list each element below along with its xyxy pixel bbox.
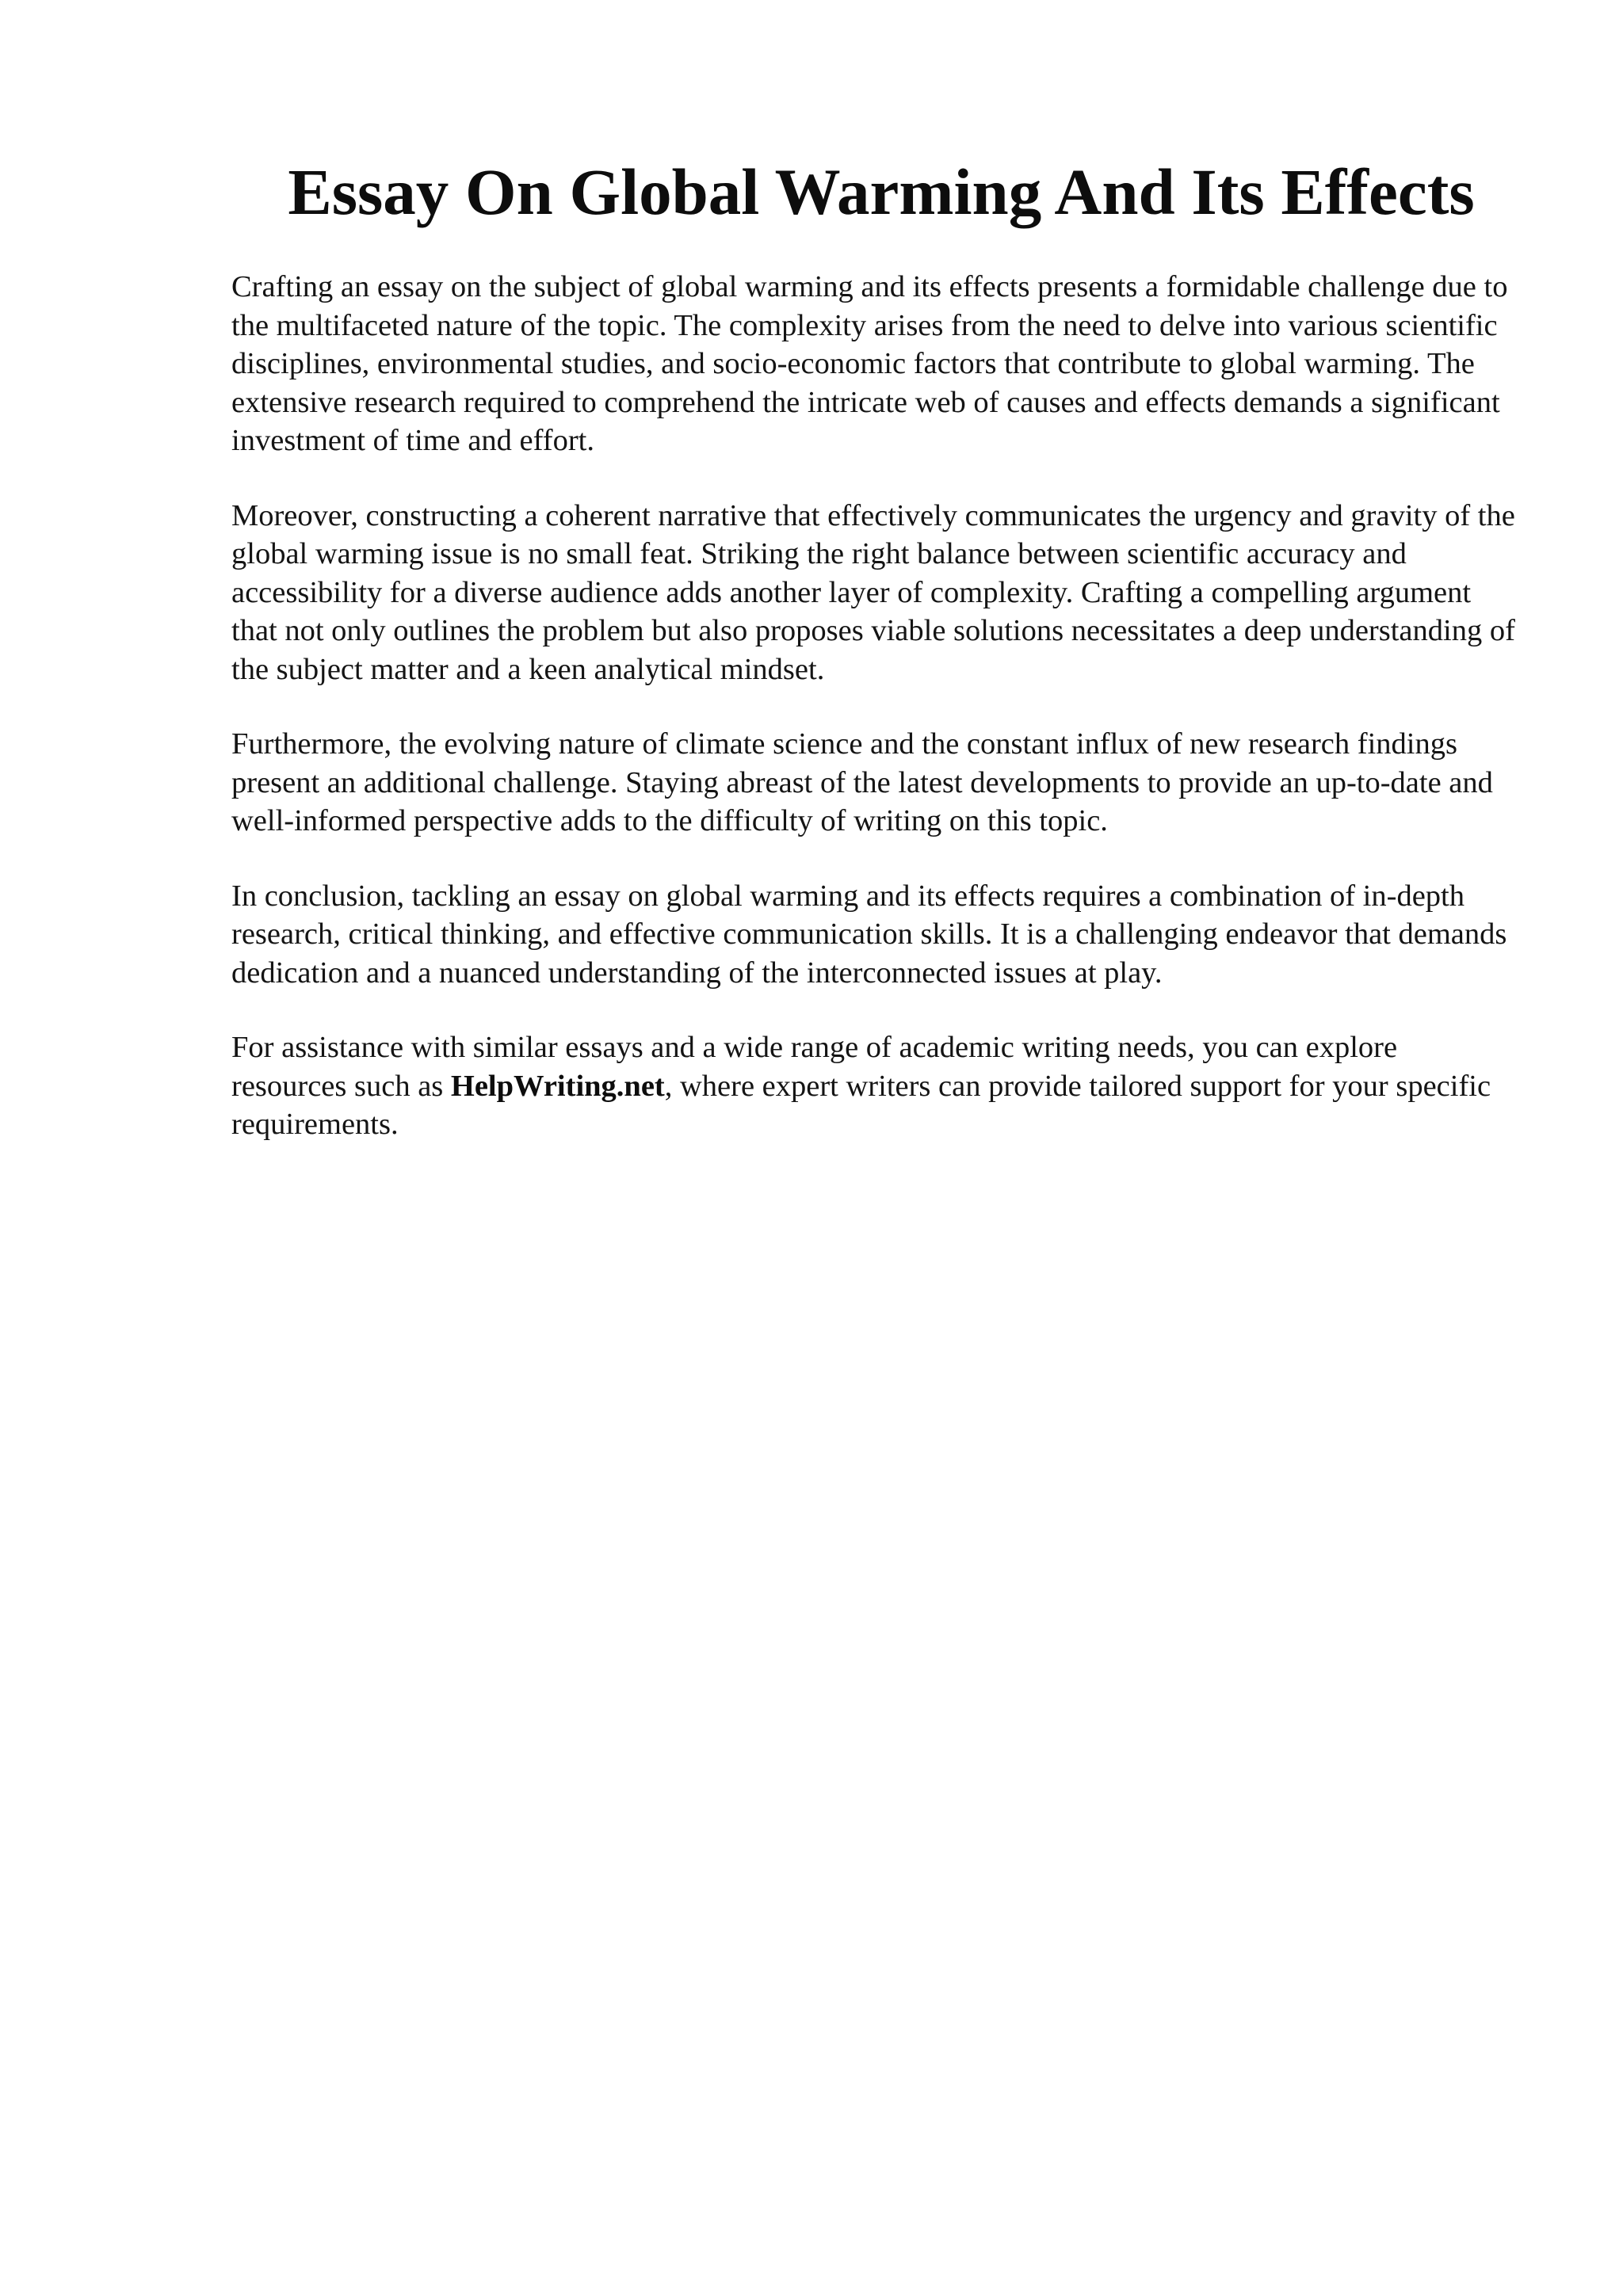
paragraph-4: In conclusion, tackling an essay on global warming and its effects requires a combination of in-depth research, critical thinking, and effective communication skills. It is a challenging endeavor that demands dedication and a nuanced understanding of the interconnected issues at play. bbox=[231, 879, 1507, 990]
paragraph-1: Crafting an essay on the subject of global warming and its effects presents a formidable challenge due to the multifaceted nature of the topic. The complexity arises from the need to delve into various scientific disciplines, environmental studies, and socio-economic factors that contribute to global warming. The extensive research required to comprehend the intricate web of causes and effects demands a significant investment of time and effort. bbox=[231, 270, 1508, 457]
paragraph-2: Moreover, constructing a coherent narrative that effectively communicates the urgency and gravity of the global warming issue is no small feat. Striking the right balance between scientific accuracy and accessibility for a diverse audience adds another layer of complexity. Crafting a compelling argument that not only outlines the problem but also proposes viable solutions necessitates a deep understanding of the subject matter and a keen analytical mindset. bbox=[231, 498, 1515, 686]
closing-paragraph bbox=[231, 1028, 1515, 1144]
closing-text-before: For assistance with similar essays and a wide range of academic writing needs, you can explore resources such as bbox=[231, 1031, 1398, 1103]
closing-text-after: , where expert writers can provide tailored support for your specific requirements. bbox=[231, 1069, 1491, 1141]
document-body bbox=[231, 268, 1515, 1180]
paragraph-3: Furthermore, the evolving nature of climate science and the constant influx of new research findings present an additional challenge. Staying abreast of the latest developments to provide an up-to-date and well-informed perspective adds to the difficulty of writing on this topic. bbox=[231, 727, 1493, 837]
helpwriting-brand: HelpWriting.net bbox=[450, 1069, 665, 1103]
document-title: Essay On Global Warming And Its Effects bbox=[288, 155, 1475, 228]
